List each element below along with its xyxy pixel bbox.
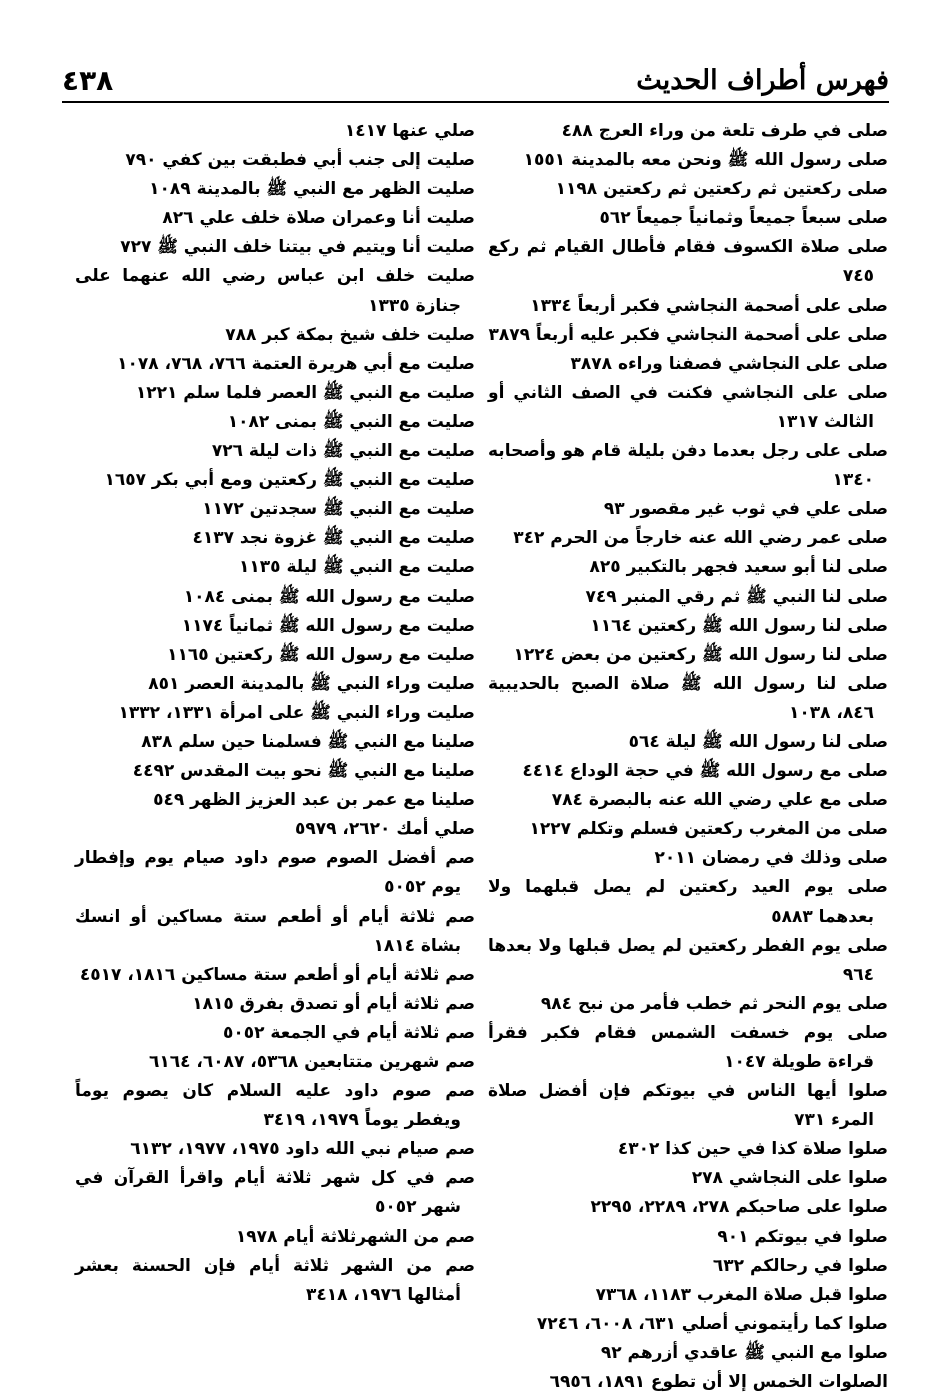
index-entry: صلى صلاة الكسوف فقام فأطال القيام ثم ركع ٧٤٥ xyxy=(488,237,888,287)
index-entry: صلى لنا النبي ﷺ ثم رقي المنبر ٧٤٩ xyxy=(585,586,888,607)
index-entry: صليت وراء النبي ﷺ بالمدينة العصر ٨٥١ xyxy=(148,673,475,694)
index-entry: صلينا مع عمر بن عبد العزيز الظهر ٥٤٩ xyxy=(153,790,475,811)
index-entry: صليت مع النبي ﷺ العصر فلما سلم ١٢٢١ xyxy=(135,382,475,403)
index-entry: صم في كل شهر ثلاثة أيام واقرأ القرآن في شهر ٥٠٥٢ xyxy=(75,1168,475,1218)
index-entry: صليت مع النبي ﷺ ركعتين ومع أبي بكر ١٦٥٧ xyxy=(104,470,475,491)
index-entry: الصلوات الخمس إلا أن تطوع ١٨٩١، ٦٩٥٦ xyxy=(549,1372,888,1393)
index-entry: صليت مع النبي ﷺ ليلة ١١٣٥ xyxy=(239,557,475,578)
index-entry: صلوا مع النبي ﷺ عاقدي أزرهم ٩٢ xyxy=(600,1342,888,1363)
index-entry: صلى لنا رسول الله ﷺ ليلة ٥٦٤ xyxy=(628,731,888,752)
index-entry: صلى على رجل بعدما دفن بليلة قام هو وأصحابه ١٣٤٠ xyxy=(488,441,888,491)
index-entry: صلوا صلاة كذا في حين كذا ٤٣٠٢ xyxy=(617,1139,888,1160)
index-entry: صلى يوم العيد ركعتين لم يصل قبلهما ولا بعدهما ٥٨٨٣ xyxy=(488,877,888,927)
index-entry: صم ثلاثة أيام أو تصدق بفرق ١٨١٥ xyxy=(192,993,475,1014)
index-entry: صلينا مع النبي ﷺ نحو بيت المقدس ٤٤٩٢ xyxy=(132,761,475,782)
index-entry: صلى رسول الله ﷺ ونحن معه بالمدينة ١٥٥١ xyxy=(523,150,888,171)
index-entry: صلى في طرف تلعة من وراء العرج ٤٨٨ xyxy=(561,121,888,141)
index-entry: صلى على النجاشي فكنت في الصف الثاني أو الثالث ١٣١٧ xyxy=(488,382,888,432)
index-column-left xyxy=(75,117,475,1310)
index-entry: صلى مع رسول الله ﷺ في حجة الوداع ٤٤١٤ xyxy=(522,761,888,782)
index-entry: صم ثلاثة أيام أو أطعم ستة مساكين أو انسك بشاة ١٨١٤ xyxy=(75,906,475,956)
index-entry: صليت وراء النبي ﷺ على امرأة ١٣٣١، ١٣٣٢ xyxy=(118,702,475,723)
index-entry: صلى سبعاً جميعاً وثمانياً جميعاً ٥٦٢ xyxy=(599,208,888,229)
index-entry: صليت خلف شيخ بمكة كبر ٧٨٨ xyxy=(225,324,475,345)
index-entry: صلي عنها ١٤١٧ xyxy=(344,121,475,141)
index-entry: صم ثلاثة أيام في الجمعة ٥٠٥٢ xyxy=(223,1022,475,1043)
index-entry: صليت مع رسول الله ﷺ ثمانياً ١١٧٤ xyxy=(181,615,475,636)
index-entry: صلوا على النجاشي ٢٧٨ xyxy=(691,1168,888,1189)
index-entry: صم صيام نبي الله داود ١٩٧٥، ١٩٧٧، ٦١٣٢ xyxy=(130,1139,475,1160)
index-entry: صليت الظهر مع النبي ﷺ بالمدينة ١٠٨٩ xyxy=(149,179,475,200)
index-column-right xyxy=(488,117,888,1397)
index-entry: صليت إلى جنب أبي فطبقت بين كفي ٧٩٠ xyxy=(125,150,475,171)
index-entry: صم ثلاثة أيام أو أطعم ستة مساكين ١٨١٦، ٤٥١٧ xyxy=(79,964,475,985)
index-entry: صلى على أصحمة النجاشي فكبر أربعاً ١٣٣٤ xyxy=(530,295,888,316)
index-entry: صلى لنا رسول الله ﷺ ركعتين من بعض ١٢٢٤ xyxy=(513,644,888,665)
index-entry: صليت مع رسول الله ﷺ بمنى ١٠٨٤ xyxy=(183,586,475,607)
header-rule xyxy=(62,101,889,103)
index-entry: صلوا على صاحبكم ٢٧٨، ٢٢٨٩، ٢٢٩٥ xyxy=(590,1197,888,1218)
index-entry: صلى عمر رضي الله عنه خارجاً من الحرم ٣٤٢ xyxy=(513,528,888,549)
index-entry: صلى يوم الفطر ركعتين لم يصل قبلها ولا بعدها ٩٦٤ xyxy=(488,935,888,985)
index-entry: صلى لنا أبو سعيد فجهر بالتكبير ٨٢٥ xyxy=(589,557,888,578)
index-entry: صلى يوم خسفت الشمس فقام فكبر فقرأ قراءة طويلة ١٠٤٧ xyxy=(488,1022,888,1072)
index-entry: صلى وذلك في رمضان ٢٠١١ xyxy=(654,848,888,869)
index-entry: صليت مع النبي ﷺ ذات ليلة ٧٢٦ xyxy=(211,441,475,462)
index-entry: صم شهرين متتابعين ٥٣٦٨، ٦٠٨٧، ٦١٦٤ xyxy=(148,1052,475,1072)
index-entry: صم أفضل الصوم صوم داود صيام يوم وإفطار يوم ٥٠٥٢ xyxy=(75,848,475,898)
index-entry: صلى مع علي رضي الله عنه بالبصرة ٧٨٤ xyxy=(551,790,888,811)
index-entry: صلى من المغرب ركعتين فسلم وتكلم ١٢٢٧ xyxy=(529,819,888,840)
index-entry: صلى علي في ثوب غير مقصور ٩٣ xyxy=(603,499,888,520)
index-entry: صليت خلف ابن عباس رضي الله عنهما على جنازة ١٣٣٥ xyxy=(75,266,475,316)
index-entry: صلوا أيها الناس في بيوتكم فإن أفضل صلاة المرء ٧٣١ xyxy=(488,1081,888,1131)
index-entry: صم صوم داود عليه السلام كان يصوم يوماً ويفطر يوماً ١٩٧٩، ٣٤١٩ xyxy=(75,1081,475,1131)
index-entry: صلى لنا رسول الله ﷺ صلاة الصبح بالحديبية ٨٤٦، ١٠٣٨ xyxy=(488,673,888,723)
index-entry: صليت مع النبي ﷺ سجدتين ١١٧٢ xyxy=(202,499,475,520)
index-entry: صم من الشهرثلاثة أيام ١٩٧٨ xyxy=(235,1226,475,1247)
index-entry: صم من الشهر ثلاثة أيام فإن الحسنة بعشر أمثالها ١٩٧٦، ٣٤١٨ xyxy=(75,1255,475,1305)
index-entry: صلوا في رحالكم ٦٣٢ xyxy=(712,1255,888,1276)
index-entry: صليت أنا ويتيم في بيتنا خلف النبي ﷺ ٧٢٧ xyxy=(120,237,475,258)
index-entry: صليت مع رسول الله ﷺ ركعتين ١١٦٥ xyxy=(167,644,475,665)
running-title: فهرس أطراف الحديث xyxy=(636,64,889,96)
index-entry: صلينا مع النبي ﷺ فسلمنا حين سلم ٨٣٨ xyxy=(141,731,475,752)
index-entry: صليت مع أبي هريرة العتمة ٧٦٦، ٧٦٨، ١٠٧٨ xyxy=(117,353,475,374)
index-entry: صلى يوم النحر ثم خطب فأمر من نبح ٩٨٤ xyxy=(540,993,888,1014)
index-entry: صلى على أصحمة النجاشي فكبر عليه أربعاً ٣٨٧٩ xyxy=(488,324,888,345)
index-entry: صلى لنا رسول الله ﷺ ركعتين ١١٦٤ xyxy=(590,615,888,636)
index-entry: صلى على النجاشي فصفنا وراءه ٣٨٧٨ xyxy=(570,353,888,374)
index-entry: صلوا في بيوتكم ٩٠١ xyxy=(717,1226,888,1247)
index-entry: صليت مع النبي ﷺ بمنى ١٠٨٢ xyxy=(227,411,475,432)
index-entry: صلوا كما رأيتموني أصلي ٦٣١، ٦٠٠٨، ٧٢٤٦ xyxy=(536,1313,888,1334)
index-entry: صلوا قبل صلاة المغرب ١١٨٣، ٧٣٦٨ xyxy=(595,1284,888,1305)
index-entry: صليت أنا وعمران صلاة خلف علي ٨٢٦ xyxy=(162,208,475,229)
index-entry: صليت مع النبي ﷺ غزوة نجد ٤١٣٧ xyxy=(192,528,475,549)
index-entry: صلى ركعتين ثم ركعتين ثم ركعتين ١١٩٨ xyxy=(555,179,888,200)
page-header xyxy=(62,58,889,102)
index-entry: صلي أمك ٢٦٢٠، ٥٩٧٩ xyxy=(294,819,475,840)
page-number: ٤٣٨ xyxy=(62,63,114,97)
